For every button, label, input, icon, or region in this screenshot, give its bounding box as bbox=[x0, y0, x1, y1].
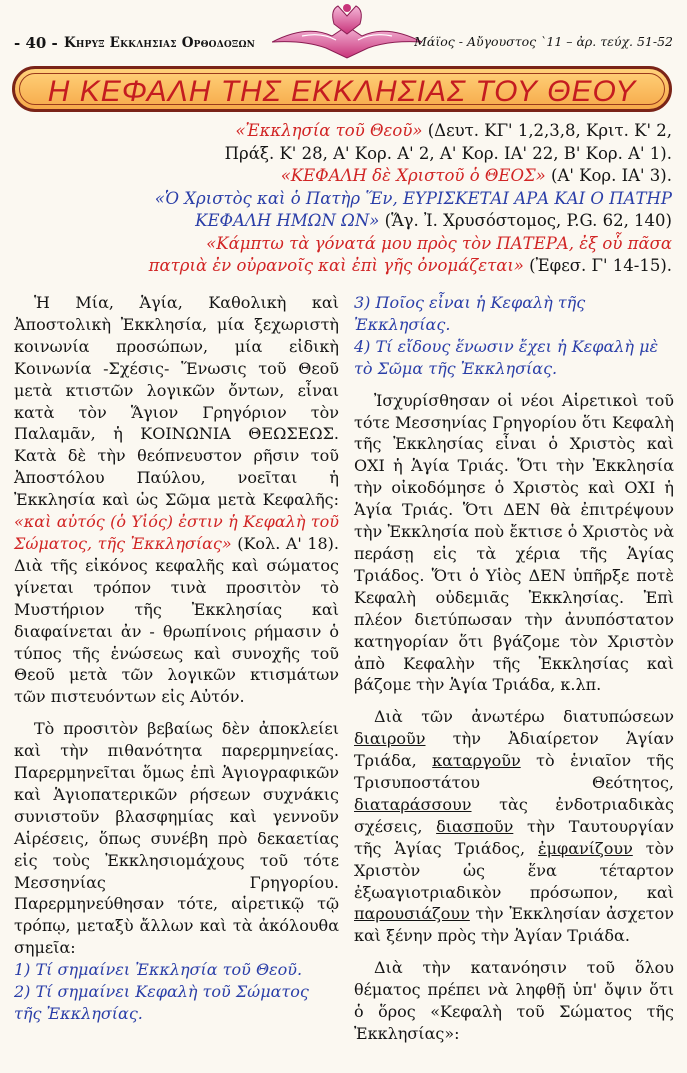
text-column-right bbox=[354, 292, 674, 1045]
quote-text: «Κάμπτω τὰ γόνατά μου πρὸς τὸν ΠΑΤΕΡΑ, ἐξ οὗ πᾶσα bbox=[206, 233, 672, 253]
paragraph-text: τὸ ἑνιαῖον τῆς Τρισυποστάτου Θεότητος, bbox=[354, 751, 674, 793]
quote-line bbox=[14, 165, 672, 188]
question-item: 2) Τί σημαίνει Κεφαλὴ τοῦ Σώματος τῆς Ἐκκλησίας. bbox=[14, 982, 309, 1023]
quote-line bbox=[14, 120, 672, 143]
quote-text: «Ὁ Χριστὸς καὶ ὁ Πατὴρ Ἕν, ΕΥΡΙΣΚΕΤΑΙ ΑΡΑ ΚΑΙ Ο ΠΑΤΗΡ bbox=[154, 188, 672, 208]
question-item: 3) Ποῖος εἶναι ἡ Κεφαλὴ τῆς Ἐκκλησίας. bbox=[354, 293, 586, 334]
underlined-term: παρουσιάζουν bbox=[354, 904, 470, 924]
quote-text: «Ἐκκλησία τοῦ Θεοῦ» bbox=[235, 121, 423, 140]
paragraph bbox=[354, 706, 674, 947]
page-header bbox=[0, 0, 687, 62]
paragraph bbox=[14, 292, 339, 708]
epigraph-quotes bbox=[14, 120, 672, 278]
quote-text: ΚΕΦΑΛΗ ΗΜΩΝ ΩΝ» bbox=[195, 211, 380, 230]
quote-reference: (Δευτ. ΚΓ' 1,2,3,8, Κριτ. Κ' 2, bbox=[422, 121, 672, 140]
underlined-term: διασποῦν bbox=[436, 816, 514, 836]
quote-line bbox=[14, 210, 672, 233]
paragraph: Διὰ τὴν κατανόησιν τοῦ ὅλου θέματος πρέπει νὰ ληφθῇ ὑπ' ὄψιν ὅτι ὁ ὅρος «Κεφαλὴ τοῦ Σώματος τῆς Ἐκκλησίας»: bbox=[354, 958, 674, 1043]
issue-info: Μάϊος - Αὔγουστος `11 – ἀρ. τεύχ. 51-52 bbox=[414, 34, 673, 49]
question-item: 1) Τί σημαίνει Ἐκκλησία τοῦ Θεοῦ. bbox=[14, 960, 303, 980]
paragraph-text: Ἡ Μία, Ἁγία, Καθολικὴ καὶ Ἀποστολικὴ Ἐκκλησία, μία ξεχωριστὴ κοινωνία προσώπων, μία εἰδικὴ Κοινωνία -Σχέσις- Ἕνωσις τοῦ Θεοῦ μετὰ κτιστῶν λογικῶν ὄντων, εἶναι κατὰ τὸν Ἅγιον Γρηγόριον τὸν Παλαμᾶν, ἡ ΚΟΙΝΩΝΙΑ ΘΕΩΣΕΩΣ. Κατὰ δὲ τὴν θεόπνευστον ρῆσιν τοῦ Ἀποστόλου Παύλου, νοεῖται ἡ Ἐκκλησία καὶ ὡς Σῶμα μετὰ Κεφαλῆς: bbox=[14, 293, 339, 510]
double-headed-eagle-icon bbox=[272, 2, 422, 60]
article-title: Η ΚΕΦΑΛΗ ΤΗΣ ΕΚΚΛΗΣΙΑΣ ΤΟΥ ΘΕΟΥ bbox=[47, 75, 637, 108]
page-number: - 40 - bbox=[14, 34, 58, 52]
quote-text: «ΚΕΦΑΛΗ δὲ Χριστοῦ ὁ ΘΕΟΣ» bbox=[280, 166, 546, 185]
inline-quote: «καὶ αὐτός (ὁ Υἱός) ἐστιν ἡ Κεφαλὴ τοῦ Σώματος, τῆς Ἐκκλησίας» bbox=[14, 512, 339, 553]
paragraph-text: τὴν Ἀδιαίρετον Ἁγίαν Τριάδα, bbox=[354, 729, 674, 771]
quote-reference: (Α' Κορ. ΙΑ' 3). bbox=[545, 166, 672, 185]
quote-text: πατριὰ ἐν οὐρανοῖς καὶ ἐπὶ γῆς ὀνομάζεται» bbox=[148, 256, 524, 275]
question-item: 4) Τί εἴδους ἕνωσιν ἔχει ἡ Κεφαλὴ μὲ τὸ Σῶμα τῆς Ἐκκλησίας. bbox=[354, 336, 659, 378]
quote-line bbox=[14, 188, 672, 211]
paragraph: Ἰσχυρίσθησαν οἱ νέοι Αἱρετικοὶ τοῦ τότε Μεσσηνίας Γρηγορίου ὅτι Κεφαλὴ τῆς Ἐκκλησίας εἶναι ὁ Χριστὸς καὶ ΟΧΙ ἡ Ἁγία Τριάς. Ὅτι τὴν Ἐκκλησία τὴν οἰκοδόμησε ὁ Χριστὸς καὶ ΟΧΙ ἡ Ἁγία Τριάς. Ὅτι ΔΕΝ θὰ ἐπιτρέψουν τὴν Ἐκκλησία ποὺ ἔκτισε ὁ Χριστὸς νὰ περάσῃ εἰς τὰ χέρια τῆς Ἁγίας Τριάδος. Ὅτι ὁ Υἱὸς ΔΕΝ ὑπῆρξε ποτὲ Κεφαλὴ οὐδεμιᾶς Ἐκκλησίας. Ἐπὶ πλέον διετύπωσαν τὴν ἀνυπόστατον κατηγορίαν ὅτι βγάζομε τὸν Χριστὸν ἀπὸ Κεφαλὴν τῆς Ἐκκλησίας καὶ βάζομε τὴν Ἁγία Τριάδα, κ.λπ. bbox=[354, 390, 674, 695]
paragraph-text: (Κολ. Α' 18). Διὰ τῆς εἰκόνος κεφαλῆς καὶ σώματος γίνεται τρόπον τινὰ προσιτὸν τὸ Μυστήριον τῆς Ἐκκλησίας καὶ διαφαίνεται ἀν - θρωπίνοις ρήμασιν ὁ τύπος τῆς ἑνώσεως καὶ συνοχῆς τοῦ Θεοῦ μετὰ τῶν λογικῶν κτισμάτων τῶν πιστευόντων εἰς Αὐτόν. bbox=[14, 533, 339, 707]
underlined-term: διαιροῦν bbox=[354, 729, 426, 749]
title-banner bbox=[12, 66, 672, 112]
quote-reference: (Ἐφεσ. Γ' 14-15). bbox=[523, 256, 672, 275]
quote-line bbox=[14, 233, 672, 256]
underlined-term: διαταράσσουν bbox=[354, 794, 472, 814]
paragraph-text: Διὰ τῶν ἀνωτέρω διατυπώσεων bbox=[374, 707, 674, 727]
paragraph-text: τὴν Ταυτουργίαν τῆς Ἁγίας Τριάδος, bbox=[354, 816, 674, 858]
quote-reference: (Ἅγ. Ἰ. Χρυσόστομος, P.G. 62, 140) bbox=[379, 211, 672, 230]
quote-line bbox=[14, 143, 672, 166]
underlined-term: καταργοῦν bbox=[432, 751, 521, 771]
paragraph-text: τὰς ἐνδοτριαδικὰς σχέσεις, bbox=[354, 794, 674, 836]
quote-reference: Πράξ. Κ' 28, Α' Κορ. Α' 2, Α' Κορ. ΙΑ' 22, Β' Κορ. Α' 1). bbox=[224, 143, 672, 163]
publication-name: Κηρυξ Εκκλησιας Ορθοδοξων bbox=[64, 35, 256, 51]
underlined-term: ἐμφανίζουν bbox=[538, 838, 633, 858]
paragraph-text: τὸν Χριστὸν ὡς ἕνα τέταρτον ἐξωαγιοτριαδικὸν πρόσωπον, καὶ bbox=[354, 838, 675, 902]
paragraph: Τὸ προσιτὸν βεβαίως δὲν ἀποκλείει καὶ τὴν πιθανότητα παρερμηνείας. Παρερμηνεῖται ὅμως ἐπὶ Ἁγιογραφικῶν καὶ Ἁγιοπατερικῶν ρήσεων συχνάκις συνιστοῦν βλασφημίας καὶ γεννοῦν Αἱρέσεις, ὅπως συνέβη πρὸ δεκαετίας εἰς τοὺς Ἐκκλησιομάχους τοῦ τότε Μεσσηνίας Γρηγορίου. Παρερμηνεύθησαν τότε, αἱρετικῷ τῷ τρόπῳ, μεταξὺ ἄλλων καὶ τὰ ἀκόλουθα σημεῖα: bbox=[14, 719, 339, 958]
quote-line bbox=[14, 255, 672, 278]
text-column-left bbox=[14, 292, 339, 1025]
paragraph-text: τὴν Ἐκκλησίαν ἀσχετον καὶ ξένην πρὸς τὴν Ἁγίαν Τριάδα. bbox=[354, 904, 674, 946]
